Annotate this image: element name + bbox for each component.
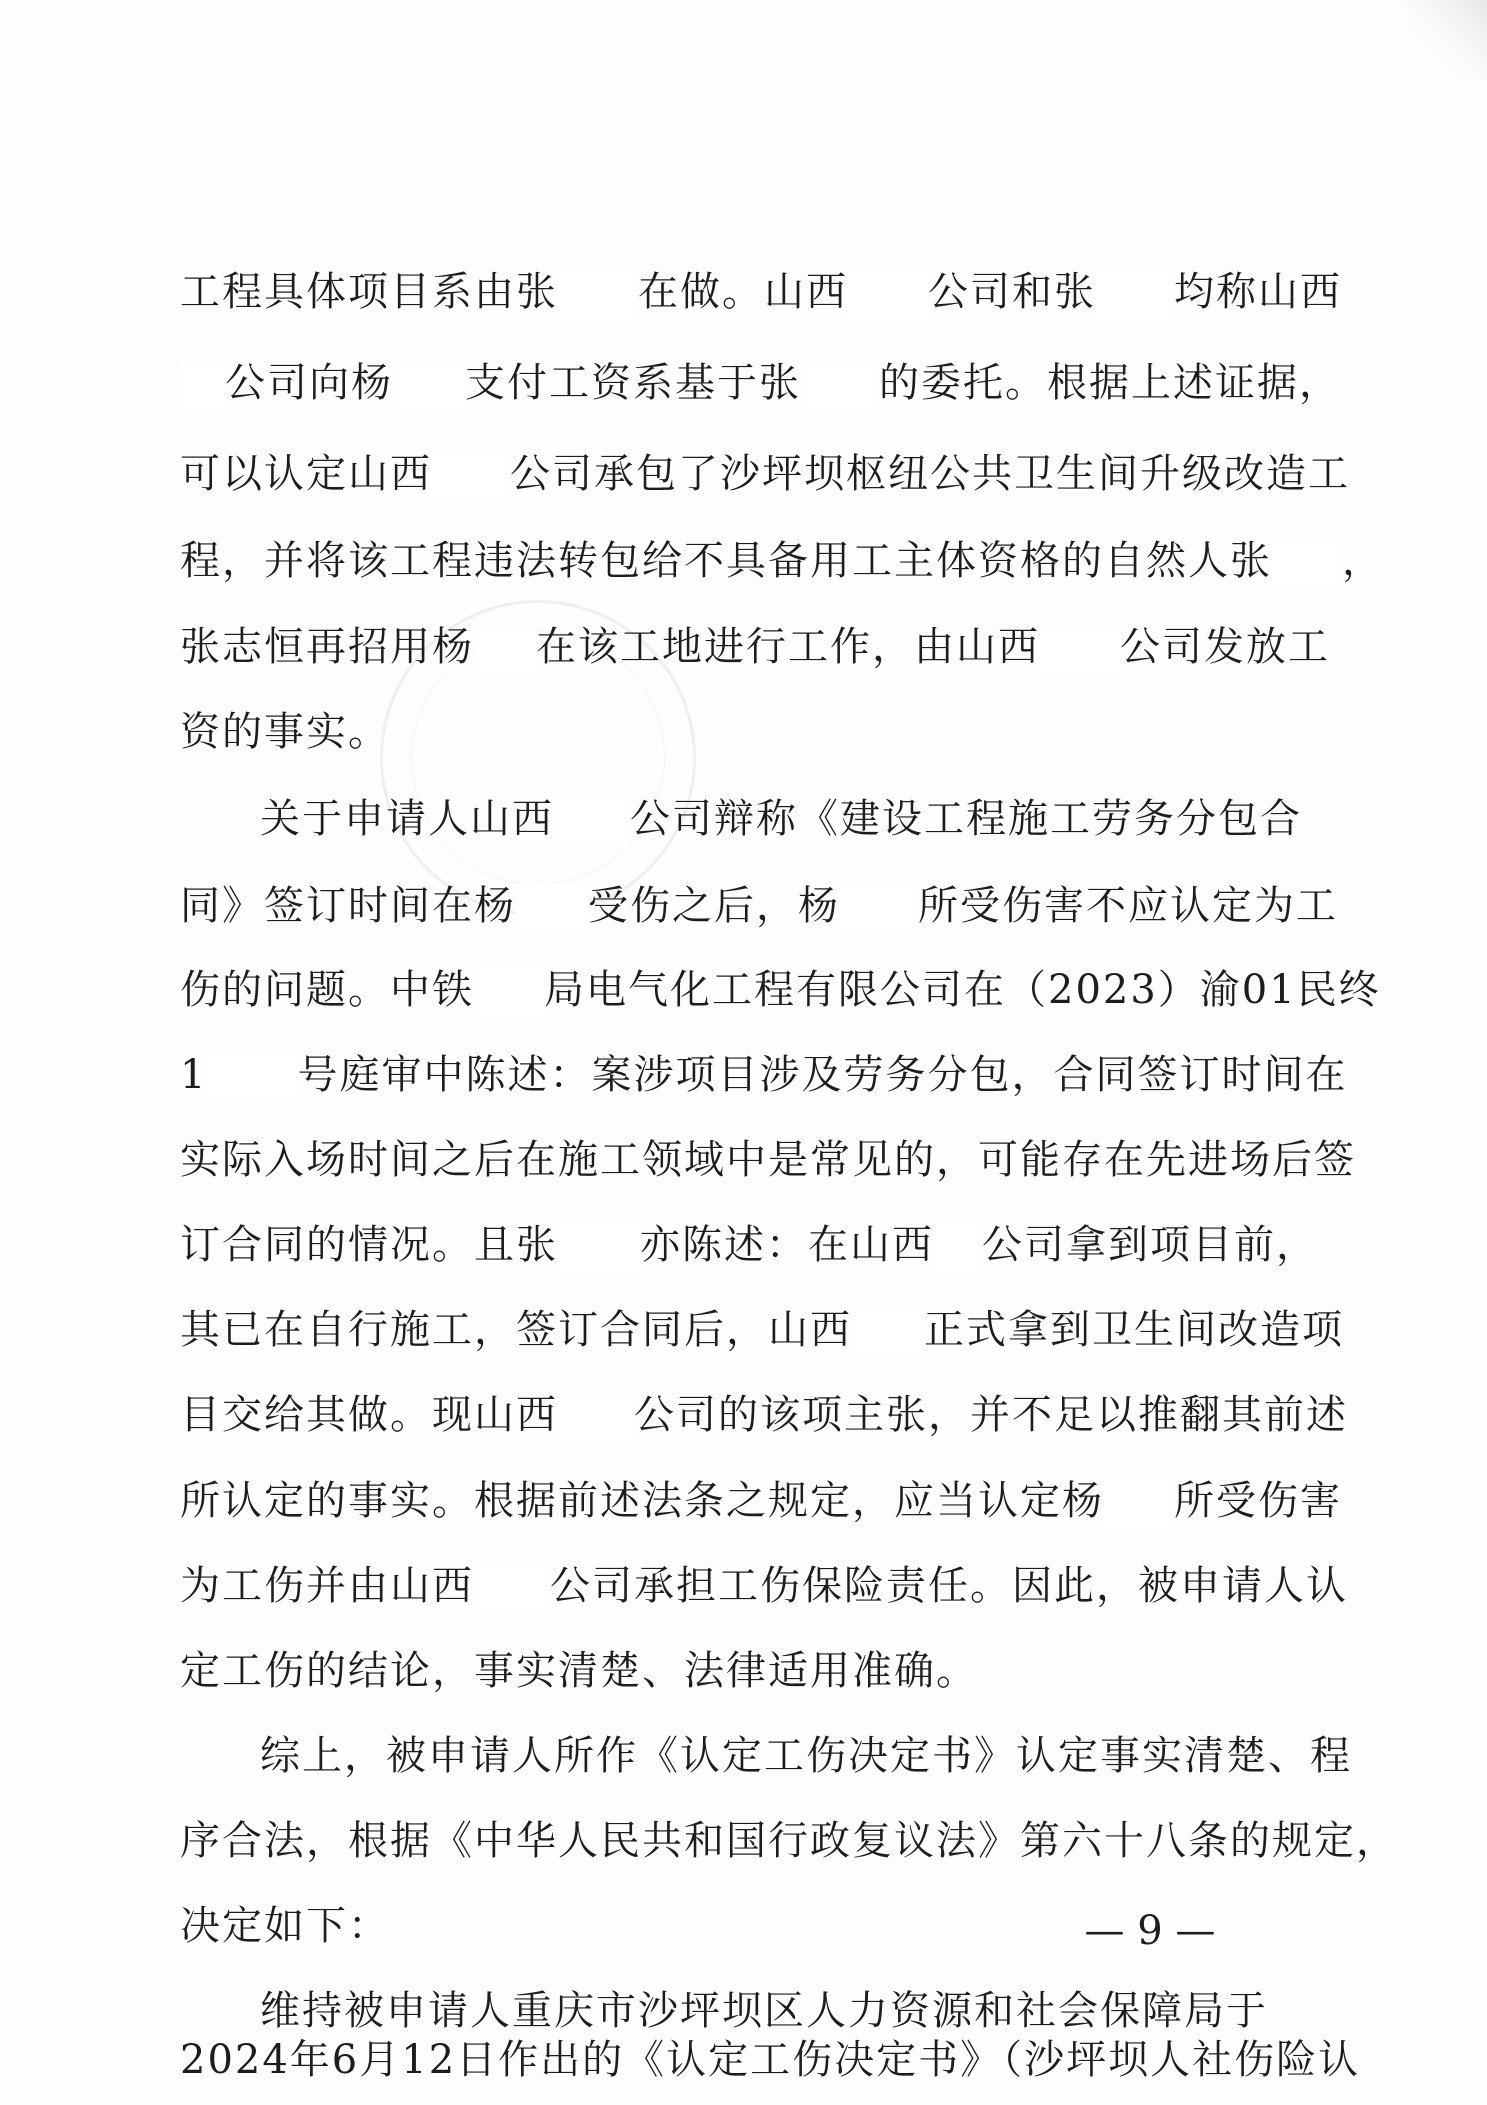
text-line: [180, 617, 1330, 677]
text-segment: 支付工资系基于张: [465, 360, 801, 406]
text-line: [180, 1556, 1348, 1616]
text-segment: 均称山西: [1174, 269, 1342, 315]
text-segment: 所认定的事实。根据前述法条之规定，应当认定杨: [180, 1478, 1104, 1524]
text-line: [180, 1045, 1348, 1105]
redaction-block: [1096, 270, 1174, 320]
text-line: [180, 262, 1342, 322]
redaction-block: [1040, 625, 1120, 675]
text-segment: 局电气化工程有限公司在（2023）渝01民终: [544, 967, 1381, 1013]
text-segment: 公司承包了沙坪坝枢纽公共卫生间升级改造工: [510, 451, 1350, 497]
redaction-block: [852, 1308, 924, 1358]
text-segment: ，: [1342, 538, 1384, 584]
text-segment: 公司向杨: [225, 360, 393, 406]
redaction-block: [840, 884, 918, 934]
text-segment: 的委托。根据上述证据，: [879, 360, 1341, 406]
paragraph-first-line: [180, 789, 1390, 849]
text-segment: 订合同的情况。且张: [180, 1222, 558, 1268]
redaction-block: [474, 968, 544, 1018]
text-segment: 公司辩称《建设工程施工劳务分包合: [630, 796, 1302, 842]
text-segment: 序合法，根据《中华人民共和国行政复议法》第六十八条的规定，: [180, 1818, 1398, 1864]
text-line: [180, 444, 1350, 504]
text-segment: 资的事实。: [180, 709, 390, 755]
redaction-block: [207, 1053, 297, 1103]
redaction-block: [558, 1393, 634, 1443]
text-line: [180, 1811, 1398, 1871]
text-line: [180, 1300, 1344, 1360]
text-line: [180, 876, 1338, 936]
text-segment: 实际入场时间之后在施工领域中是常见的，可能存在先进场后签: [180, 1137, 1356, 1183]
text-segment: 公司发放工: [1120, 624, 1330, 670]
text-line: [180, 960, 1381, 1020]
text-segment: 决定如下：: [180, 1903, 390, 1949]
text-segment: 为工伤并由山西: [180, 1563, 474, 1609]
text-segment: 维持被申请人重庆市沙坪坝区人力资源和社会保障局于: [260, 1988, 1268, 2034]
text-segment: 在该工地进行工作，由山西: [536, 624, 1040, 670]
text-segment: 2024年6月12日作出的《认定工伤决定书》（沙坪坝人社伤险认: [180, 2037, 1361, 2083]
text-segment: 公司和张: [928, 269, 1096, 315]
text-segment: 张志恒再招用杨: [180, 624, 474, 670]
text-segment: 程，并将该工程违法转包给不具备用工主体资格的自然人张: [180, 538, 1272, 584]
text-segment: 正式拿到卫生间改造项: [924, 1307, 1344, 1353]
redaction-block: [516, 884, 588, 934]
text-segment: 公司承担工伤保险责任。因此，被申请人认: [550, 1563, 1348, 1609]
text-line: [180, 1385, 1348, 1445]
text-segment: 关于申请人山西: [260, 796, 554, 842]
redaction-block: [934, 1223, 982, 1273]
redaction-block: [474, 1564, 550, 1614]
text-segment: 公司的该项主张，并不足以推翻其前述: [634, 1392, 1348, 1438]
text-segment: 1: [180, 1052, 208, 1098]
paragraph-first-line: [180, 1726, 1390, 1786]
text-line: [180, 1130, 1356, 1190]
text-segment: 号庭审中陈述：案涉项目涉及劳务分包，合同签订时间在: [297, 1052, 1348, 1098]
text-segment: 综上，被申请人所作《认定工伤决定书》认定事实清楚、程: [260, 1733, 1352, 1779]
page-number: — 9 —: [1084, 1908, 1216, 1954]
text-line: [180, 1471, 1342, 1531]
text-line: [180, 353, 1341, 413]
redaction-block: [474, 625, 536, 675]
text-line: [180, 1641, 1310, 1701]
redaction-block: [432, 452, 510, 502]
corner-fold-mark: [1407, 0, 1487, 80]
text-segment: 工程具体项目系由张: [180, 269, 558, 315]
redaction-block: [393, 361, 465, 411]
text-segment: 在做。山西: [638, 269, 848, 315]
text-line: [180, 702, 1310, 762]
redaction-block: [558, 270, 638, 320]
text-segment: 定工伤的结论，事实清楚、法律适用准确。: [180, 1648, 978, 1694]
redaction-block: [554, 797, 630, 847]
text-segment: 所受伤害不应认定为工: [918, 883, 1338, 929]
text-segment: 同》签订时间在杨: [180, 883, 516, 929]
text-segment: 目交给其做。现山西: [180, 1392, 558, 1438]
redaction-block: [180, 361, 225, 411]
redaction-block: [848, 270, 928, 320]
text-segment: 受伤之后，杨: [588, 883, 840, 929]
text-segment: 亦陈述：在山西: [640, 1222, 934, 1268]
redaction-block: [1104, 1479, 1174, 1529]
text-segment: 所受伤害: [1174, 1478, 1342, 1524]
text-line: [180, 2030, 1361, 2090]
redaction-block: [558, 1223, 640, 1273]
text-line: [180, 1215, 1318, 1275]
text-segment: 其已在自行施工，签订合同后，山西: [180, 1307, 852, 1353]
text-segment: 伤的问题。中铁: [180, 967, 474, 1013]
text-line: [180, 531, 1384, 591]
text-segment: 公司拿到项目前，: [982, 1222, 1318, 1268]
text-segment: 可以认定山西: [180, 451, 432, 497]
redaction-block: [1272, 539, 1342, 589]
redaction-block: [801, 361, 879, 411]
